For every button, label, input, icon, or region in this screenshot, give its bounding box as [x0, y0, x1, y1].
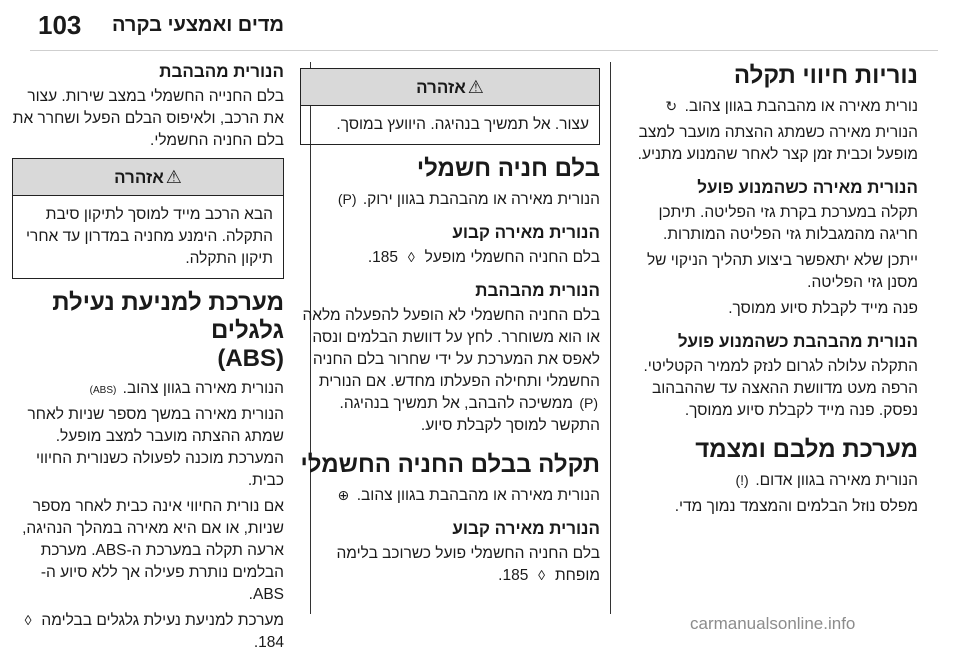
paragraph: ייתכן שלא יתאפשר ביצוע תהליך הניקוי של מסנן גזי הפליטה.	[646, 251, 918, 291]
paragraph: בלם החניה החשמלי מופעל ◊ 185.	[367, 248, 600, 266]
warning-header: ⚠אזהרה	[13, 159, 283, 196]
warning-triangle-icon: ⚠	[467, 77, 484, 97]
section-heading: תקלה בבלם החניה החשמלי	[300, 451, 600, 479]
page-reference[interactable]: 185	[372, 248, 399, 266]
warning-body: הבא הרכב מייד למוסך לתיקון סיבת התקלה. הימנע מחניה במדרון עד אחרי תיקון התקלה.	[26, 206, 273, 268]
column-middle	[300, 62, 600, 591]
section-heading: מערכת למניעת נעילת גלגלים (ABS)	[52, 289, 284, 372]
warning-header: ⚠אזהרה	[301, 69, 599, 106]
brake-clutch-icon: (!)	[735, 471, 749, 488]
warning-triangle-icon: ⚠	[165, 167, 182, 188]
warning-box	[300, 68, 600, 145]
parking-brake-icon: (P)	[579, 395, 598, 412]
paragraph: בלם החניה החשמלי פועל כשרוכב בלימה מופחת ◊ 185.	[336, 545, 600, 585]
paragraph: התקלה עלולה לגרום לנזק לממיר הקטליטי. הרפה מעט מדוושת ההאצה עד שההבהוב נפסק. פנה מייד לקבלת סיוע ממוסך.	[643, 358, 918, 420]
parking-brake-icon: (P)	[337, 190, 357, 207]
page-number: 103	[38, 10, 82, 40]
paragraph: מפלס נוזל הבלמים והמצמד נמוך מדי.	[674, 497, 918, 515]
subheading: הנורית מהבהבת	[159, 62, 284, 81]
section-heading: בלם חניה חשמלי	[416, 155, 600, 182]
paragraph: פנה מייד לקבלת סיוע ממוסך.	[728, 299, 918, 317]
paragraph: בלם החנייה החשמלי במצב שירות. עצור את הרכב, ולאיפוס הבלם הפעל ושחרר את בלם החניה החשמלי.	[12, 88, 284, 150]
column-left	[12, 62, 284, 658]
paragraph: אם נורית החיווי אינה כבית לאחר מספר שניות, או אם היא מאירה במהלך הנהיגה, ארעה תקלה במערכת ה-ABS. מערכת הבלמים נותרת פעילה אך ללא סיוע ה-ABS.	[22, 498, 284, 604]
paragraph: מערכת למניעת נעילת גלגלים בבלימה ◊ 184.	[12, 610, 284, 654]
paragraph: הנורית מאירה או מהבהבת בגוון ירוק. (P)	[337, 190, 600, 208]
page-reference-icon: ◊	[538, 567, 546, 584]
page-reference[interactable]: 184	[258, 634, 284, 652]
paragraph: תקלה במערכת בקרת גזי הפליטה. תיתכן חריגה מהמגבלות גזי הפליטה המותרות.	[658, 203, 918, 243]
paragraph: הנורית מאירה במשך מספר שניות לאחר שמתג ההצתה מועבר למצב מופעל. המערכת מוכנה לפעולה כשנורית החיווי כבית.	[27, 406, 284, 490]
abs-icon: (ABS)	[89, 385, 117, 397]
page-reference-icon: ◊	[407, 248, 415, 265]
subheading: הנורית מהבהבת כשהמנוע פועל	[677, 331, 918, 351]
page-header-title: מדים ואמצעי בקרה	[112, 14, 285, 36]
warning-body: עצור. אל תמשיך בנהיגה. היוועץ במוסך.	[336, 116, 589, 133]
paragraph: הנורית מאירה כשמתג ההצתה מועבר למצב מופעל וכבית זמן קצר לאחר שהמנוע מתניע.	[637, 123, 918, 163]
subheading: הנורית מאירה קבוע	[452, 222, 600, 242]
paragraph: הנורית מאירה בגוון צהוב. (ABS)	[89, 380, 284, 398]
subheading: הנורית מאירה כשהמנוע פועל	[697, 177, 918, 197]
warning-box	[12, 158, 284, 279]
paragraph: נורית מאירה או מהבהבת בגוון צהוב. ↻	[665, 97, 918, 115]
subheading: הנורית מאירה קבוע	[452, 518, 600, 538]
subheading: הנורית מהבהבת	[475, 280, 600, 300]
watermark: carmanualsonline.info	[690, 614, 856, 633]
paragraph: הנורית מאירה או מהבהבת בגוון צהוב. ⊕	[337, 486, 600, 504]
section-heading: נוריות חיווי תקלה	[733, 62, 918, 89]
column-right	[626, 62, 918, 522]
paragraph: הנורית מאירה בגוון אדום. (!)	[735, 471, 918, 489]
paragraph: בלם החניה החשמלי לא הופעל להפעלה מלאה או הוא משוחרר. לחץ על דוושת הבלמים ונסה לאפס את המערכת על ידי שחרור בלם החניה החשמלי ותחילה הפעלתו מחדש. אם הנורית (P) ממשיכה להבהב, אל תמשיך בנהיגה. התקשר למוסך לקבלת סיוע.	[302, 307, 600, 435]
parking-brake-fault-icon: ⊕	[337, 486, 350, 503]
page-reference-icon: ◊	[24, 612, 32, 629]
column-divider	[610, 62, 611, 614]
page-reference[interactable]: 185	[502, 567, 529, 585]
header-rule	[30, 50, 938, 51]
section-heading: מערכת מלבם ומצמד	[695, 436, 918, 464]
service-light-icon: ↻	[665, 97, 678, 114]
